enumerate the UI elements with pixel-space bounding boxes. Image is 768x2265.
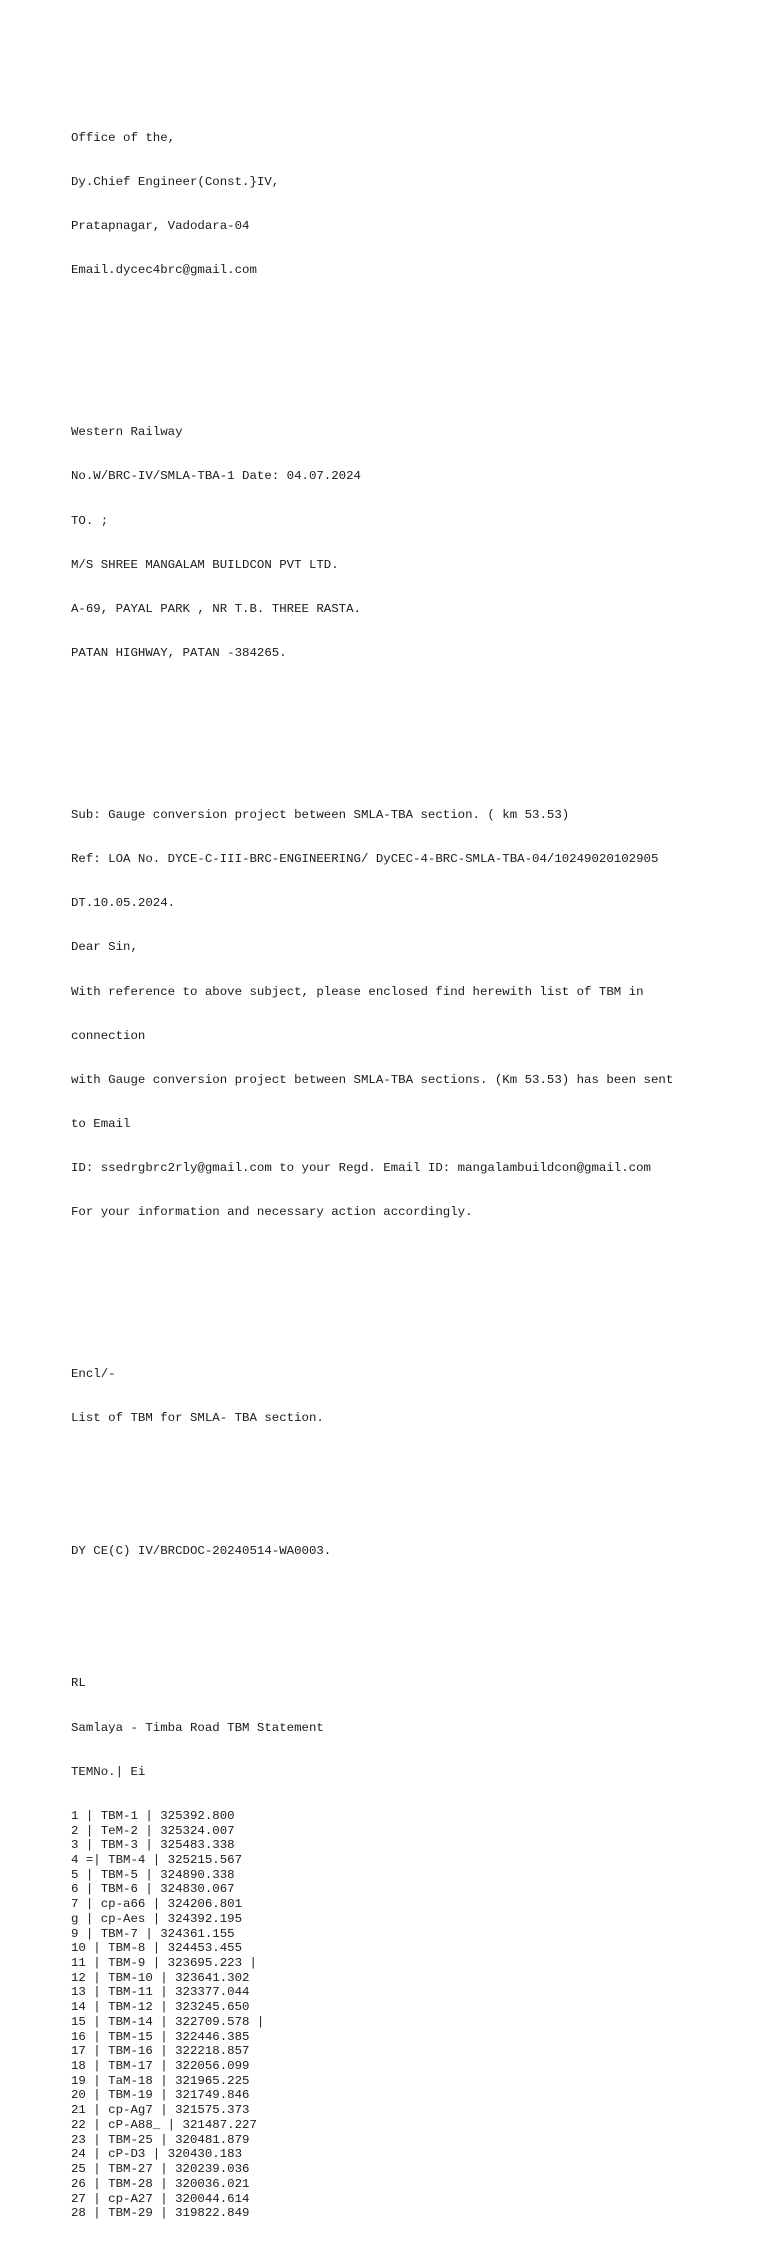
spacer xyxy=(71,720,751,735)
document-reference: DY CE(C) IV/BRCDOC-20240514-WA0003. xyxy=(71,1543,332,1558)
tbm-row: 18 | TBM-17 | 322056.099 xyxy=(71,2059,250,2074)
body-text-line: to Email xyxy=(71,1117,131,1132)
reference-line: Ref: LOA No. DYCE-C-III-BRC-ENGINEERING/ DyCEC-4-BRC-SMLA-TBA-04/10249020102905 xyxy=(71,852,659,867)
office-line: Office of the, xyxy=(71,130,176,145)
body-text-line: connection xyxy=(71,1028,146,1043)
enclosure-block xyxy=(71,1338,751,1456)
tbm-row: 12 | TBM-10 | 323641.302 xyxy=(71,1970,250,1985)
statement-header: TEMNo.| Ei xyxy=(71,1764,146,1779)
tbm-row: 21 | cp-Ag7 | 321575.373 xyxy=(71,2103,250,2118)
tbm-row: 27 | cp-A27 | 320044.614 xyxy=(71,2191,250,2206)
body-email-line: ID: ssedrgbrc2rly@gmail.com to your Regd. Email ID: mangalambuildcon@gmail.com xyxy=(71,1161,651,1176)
tbm-row: 7 | cp-a66 | 324206.801 xyxy=(71,1897,243,1912)
tbm-row: 16 | TBM-15 | 322446.385 xyxy=(71,2029,250,2044)
recipient-name: M/S SHREE MANGALAM BUILDCON PVT LTD. xyxy=(71,557,339,572)
tbm-row: 4 =| TBM-4 | 325215.567 xyxy=(71,1852,243,1867)
tbm-row: 26 | TBM-28 | 320036.021 xyxy=(71,2176,250,2191)
office-line: Pratapnagar, Vadodara-04 xyxy=(71,219,250,234)
tbm-row: 23 | TBM-25 | 320481.879 xyxy=(71,2132,250,2147)
tbm-row: 15 | TBM-14 | 322709.578 | xyxy=(71,2014,265,2029)
spacer xyxy=(71,1279,751,1294)
tbm-row: 1 | TBM-1 | 325392.800 xyxy=(71,1808,235,1823)
tbm-row: 28 | TBM-29 | 319822.849 xyxy=(71,2206,250,2221)
spacer xyxy=(71,1485,751,1500)
recipient-to-line: TO. ; xyxy=(71,513,109,528)
tbm-row: g | cp-Aes | 324392.195 xyxy=(71,1911,243,1926)
tbm-table xyxy=(71,1809,751,2221)
tbm-row: 22 | cP-A88_ | 321487.227 xyxy=(71,2117,257,2132)
tbm-row: 25 | TBM-27 | 320239.036 xyxy=(71,2162,250,2177)
tbm-row: 10 | TBM-8 | 324453.455 xyxy=(71,1941,243,1956)
tbm-row: 9 | TBM-7 | 324361.155 xyxy=(71,1926,235,1941)
tbm-row: 13 | TBM-11 | 323377.044 xyxy=(71,1985,250,2000)
office-address-block xyxy=(71,101,751,307)
body-text-line: With reference to above subject, please enclosed find herewith list of TBM in xyxy=(71,984,644,999)
letter-body-block xyxy=(71,779,751,1250)
tbm-row: 14 | TBM-12 | 323245.650 xyxy=(71,2000,250,2015)
spacer xyxy=(71,1588,751,1603)
tbm-row: 5 | TBM-5 | 324890.338 xyxy=(71,1867,235,1882)
salutation: Dear Sin, xyxy=(71,940,138,955)
rl-label: RL xyxy=(71,1676,86,1691)
body-text-line: For your information and necessary action accordingly. xyxy=(71,1205,473,1220)
reference-date-line: DT.10.05.2024. xyxy=(71,896,176,911)
enclosure-item: List of TBM for SMLA- TBA section. xyxy=(71,1411,324,1426)
body-text-line: with Gauge conversion project between SMLA-TBA sections. (Km 53.53) has been sent xyxy=(71,1072,674,1087)
tbm-statement xyxy=(71,1647,751,2250)
enclosure-label: Encl/- xyxy=(71,1367,116,1382)
tbm-row: 19 | TaM-18 | 321965.225 xyxy=(71,2073,250,2088)
tbm-row: 11 | TBM-9 | 323695.223 | xyxy=(71,1956,257,1970)
tbm-row: 17 | TBM-16 | 322218.857 xyxy=(71,2044,250,2059)
recipient-address-line: A-69, PAYAL PARK , NR T.B. THREE RASTA. xyxy=(71,601,361,616)
office-line: Dy.Chief Engineer(Const.}IV, xyxy=(71,175,280,190)
tbm-row: 20 | TBM-19 | 321749.846 xyxy=(71,2088,250,2103)
tbm-row: 2 | TeM-2 | 325324.007 xyxy=(71,1823,235,1838)
organization-line: Western Railway xyxy=(71,425,183,440)
letter-number-date: No.W/BRC-IV/SMLA-TBA-1 Date: 04.07.2024 xyxy=(71,469,361,484)
statement-title: Samlaya - Timba Road TBM Statement xyxy=(71,1720,324,1735)
office-email-line: Email.dycec4brc@gmail.com xyxy=(71,263,257,278)
tbm-row: 24 | cP-D3 | 320430.183 xyxy=(71,2147,243,2162)
recipient-address-line: PATAN HIGHWAY, PATAN -384265. xyxy=(71,646,287,661)
letter-document xyxy=(71,72,751,2265)
letter-header-block xyxy=(71,396,751,690)
tbm-row: 6 | TBM-6 | 324830.067 xyxy=(71,1882,235,1897)
subject-line: Sub: Gauge conversion project between SMLA-TBA section. ( km 53.53) xyxy=(71,807,570,822)
tbm-row: 3 | TBM-3 | 325483.338 xyxy=(71,1838,235,1853)
spacer xyxy=(71,337,751,352)
